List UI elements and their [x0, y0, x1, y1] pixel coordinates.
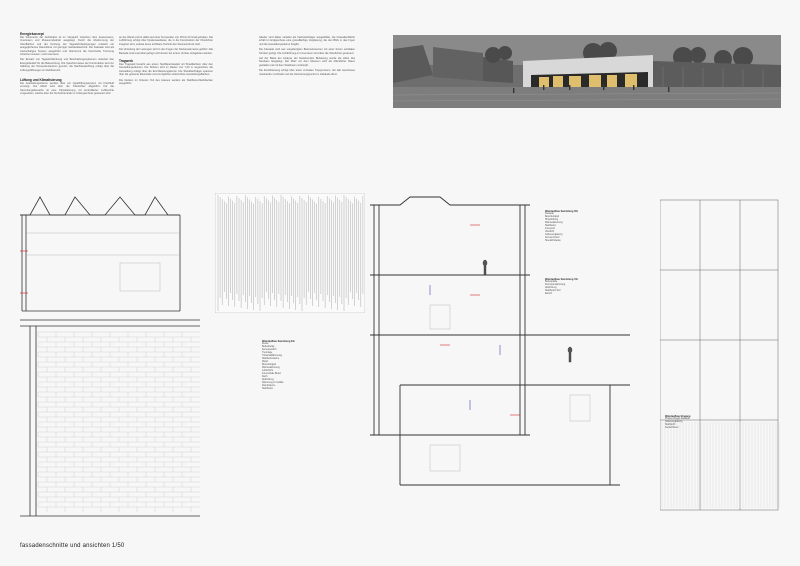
- paragraph: Die Verteilung der Leitungen wird in den Fugen der Deckenelemente geführt. Alle Bauteile sind reversibel gefügt und können bei einem Umbau rückgebaut werden.: [119, 48, 213, 55]
- spec-line: Isolierverglasung: [665, 421, 683, 423]
- spec-block-1: [262, 340, 352, 391]
- spec-line: Innenschale Beton: [262, 373, 282, 375]
- spec-line: Sockel Beton: [665, 427, 679, 429]
- text-column-1: [20, 32, 114, 98]
- spec-line: Estrich: [545, 293, 553, 295]
- text-column-2: [119, 36, 213, 87]
- spec-line: Betonfertigteil: [545, 216, 560, 218]
- spec-line: Isolierverglasung: [545, 234, 563, 236]
- spec-block-2: [545, 210, 630, 243]
- paragraph: Die Decken im hinteren Teil des Hauses werden als Stahlbetonflachdecken ausgeführt.: [119, 78, 213, 86]
- spec-line: Stahlbeton: [262, 388, 273, 390]
- spec-title: Wandaufbau Eingang: [665, 415, 691, 418]
- spec-title: Wandaufbau Sammlung EG: [262, 340, 295, 343]
- paragraph: Der Einsatz von Tageslichtlenkung und Beschattungssystemen reduziert den Energiebedarf für die Beleuchtung. Die Speichermasse der Konstruktion wird zur Glättung der Temperaturspitzen genutzt, die Nachtauskühlung erfolgt über die Lüftungsöffnungen im Dachbereich.: [20, 58, 114, 72]
- spec-line: Wand: [262, 361, 268, 363]
- spec-line: Trennlage: [262, 352, 273, 354]
- paragraph: Auf der Basis der Analyse der bestehenden Bebauung wurde die Höhe des Neubaus festgelegt. Der Platz vor dem Museum wird als öffentlicher Raum gestaltet und mit dem Stadtraum verknüpft.: [259, 57, 355, 67]
- spec-line: Stahlbetondecke: [262, 358, 280, 360]
- paragraph: Die Ausstellungsräume werden über ein Quelllüftungssystem mit Frischluft versorgt. Die Abluft wird über die Oberlichter abgeführt. Für die Sammlungsbereiche ist eine Klimatisierung mit kontrollierter Luftfeuchte vorgesehen, welche über die Technikzentrale im Untergeschoss gesteuert wird.: [20, 82, 114, 96]
- paragraph: Die Volumetrie der Architektur ist im Vergleich zwischen dem Aussenraum, Innenraum und Museumsbetrieb ausgelegt. Durch die Abstimmung der Oberflächen und der Nutzung der Tageslichtbedingungen entsteht ein ausgeglichenes Raumklima mit geringer Gebäudetechnik. Die Fassade wird als zweischaliges System ausgeführt und übernimmt die thermische Trennung zwischen Aussen- und Innenraum.: [20, 36, 114, 57]
- spec-line: Wärmedämmung: [262, 367, 280, 369]
- heading-structure: Tragwerk: [119, 59, 133, 64]
- spec-line: Bodenplatte: [545, 281, 558, 283]
- spec-line: Stahlprofil: [665, 424, 676, 426]
- spec-block-3: [545, 278, 630, 296]
- spec-line: Hinterlüftung: [545, 219, 559, 221]
- spec-line: Sonnenschutz: [545, 237, 560, 239]
- spec-line: Stahlbeton WU: [545, 290, 561, 292]
- spec-line: Abdichtung: [545, 287, 557, 289]
- facade-elevation-ribbed: [215, 193, 365, 313]
- spec-line: Dampfsperre: [262, 385, 276, 387]
- paragraph: Das Tragwerk besteht aus einem Stahlbetonskelett mit Sheddächern über den Ausstellungsräumen. Die Stützen sind im Raster von 7,20 m angeordnet, die Aussteifung erfolgt über die Erschliessungskerne. Die Sheddachträger spannen über die gesamte Raumtiefe und ermöglichen stützenfreie Ausstellungsflächen.: [119, 63, 213, 77]
- spec-line: Wärmedämmung: [545, 222, 563, 224]
- spec-line: Pfosten-Riegel-Fassade: [665, 418, 690, 420]
- street-perspective-rendering: [393, 35, 781, 108]
- spec-line: Abdichtung: [262, 379, 274, 381]
- heading-ventilation: Lüftung und Klimatisierung: [20, 78, 62, 83]
- section-drawing-sawtooth: [20, 193, 205, 313]
- heading-energy: Energiekonzept: [20, 32, 44, 36]
- paragraph: an der Wand und ist dabei auf einer Temperatur von 18 bis 22 Grad gehalten. Die Luftführung erfolgt über Deckenauslässe, die in die Konstruktion der Oberlichter integriert sind, sodass keine sichtbare Technik den Raumeindruck stört.: [119, 36, 213, 46]
- spec-line: Perimeterdämmung: [545, 284, 566, 286]
- text-column-3: [259, 36, 355, 78]
- spec-line: Stahlbeton: [545, 225, 556, 227]
- spec-line: Dämmung im Gefälle: [262, 382, 284, 384]
- spec-line: Luftschicht: [262, 370, 273, 372]
- spec-line: Trittschalldämmung: [262, 355, 282, 357]
- spec-line: Innenputz: [545, 228, 556, 230]
- spec-line: Decke: [262, 343, 269, 345]
- spec-title: Wandaufbau Sammlung OG: [545, 210, 578, 213]
- spec-title: Wandaufbau Sammlung UG: [545, 278, 578, 281]
- section-drawing-floors: [20, 316, 205, 531]
- spec-line: Fassade: [545, 213, 554, 215]
- spec-block-4: [665, 415, 755, 430]
- facade-elevation-grid: [660, 190, 780, 520]
- spec-line: Betonfertigteil: [262, 364, 277, 366]
- spec-line: Streulichtdecke: [545, 240, 561, 242]
- paragraph: Die Erschliessung erfolgt über einen zentralen Treppenraum, der alle Geschosse miteinander verbindet und als Orientierungspunkt im Gebäude dient.: [259, 69, 355, 76]
- spec-line: Dach: [262, 376, 268, 378]
- paragraph: Glieder sind dabei variabel als Fachwerkträger ausgebildet, die Fassadenfläche erhält im Erdgeschoss eine grossflächige Verglasung, die den Blick in das Foyer und die Ausstellungsräume freigibt.: [259, 36, 355, 46]
- spec-line: Zementestrich: [262, 349, 277, 351]
- sheet-title: fassadenschnitte und ansichten 1/50: [20, 543, 125, 549]
- spec-line: Bodenbelag: [262, 346, 275, 348]
- paragraph: Die Fassade wird aus vorgefertigten Betonelementen mit einer feinen vertikalen Struktur gefügt. Die Lichtführung im Innenraum wird über die Oberlichter gesteuert.: [259, 48, 355, 55]
- spec-line: Oberlicht: [545, 231, 555, 233]
